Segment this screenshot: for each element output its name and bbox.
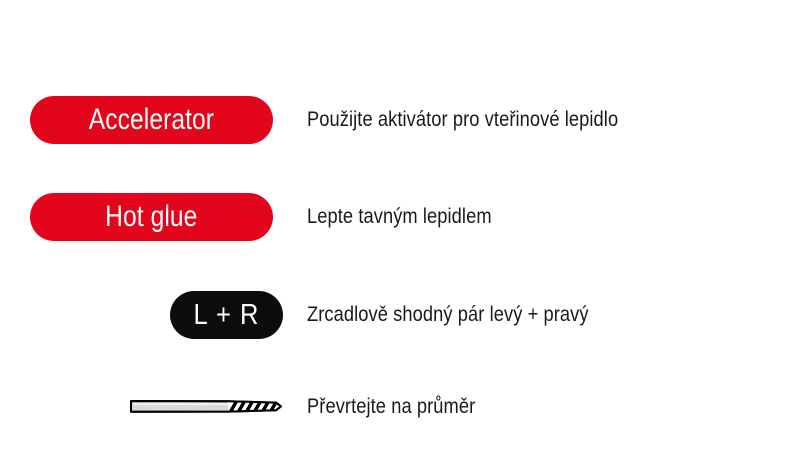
legend-caption-text: Použijte aktivátor pro vteřinové lepidlo (307, 108, 619, 131)
pill-badge-label: L + R (193, 299, 260, 331)
pill-badge-hot-glue (30, 193, 273, 241)
pill-badge-left-right (170, 291, 283, 339)
pill-badge-accelerator (30, 96, 273, 144)
legend-caption-drill-to-diameter (283, 395, 800, 419)
pill-badge-label: Hot glue (105, 200, 198, 233)
legend-caption-text: Zrcadlově shodný pár levý + pravý (307, 303, 589, 326)
legend-caption-accelerator (283, 108, 800, 132)
legend-caption-text: Lepte tavným lepidlem (307, 205, 492, 228)
icon-slot (0, 392, 283, 422)
pill-badge-label: Accelerator (88, 103, 215, 136)
legend-caption-left-right-pair (283, 303, 800, 327)
badge-slot (0, 291, 283, 339)
drill-bit-icon (128, 397, 284, 417)
badge-slot (0, 96, 283, 144)
legend-row-drill-to-diameter (0, 392, 800, 422)
drill-bit-flutes (228, 397, 284, 416)
legend-row-left-right-pair (0, 291, 800, 339)
drill-bit-highlight (133, 403, 228, 405)
legend-caption-hot-glue (283, 205, 800, 229)
legend-row-hot-glue (0, 193, 800, 241)
legend-caption-text: Převrtejte na průměr (307, 395, 476, 418)
legend-row-accelerator (0, 96, 800, 144)
badge-slot (0, 193, 283, 241)
